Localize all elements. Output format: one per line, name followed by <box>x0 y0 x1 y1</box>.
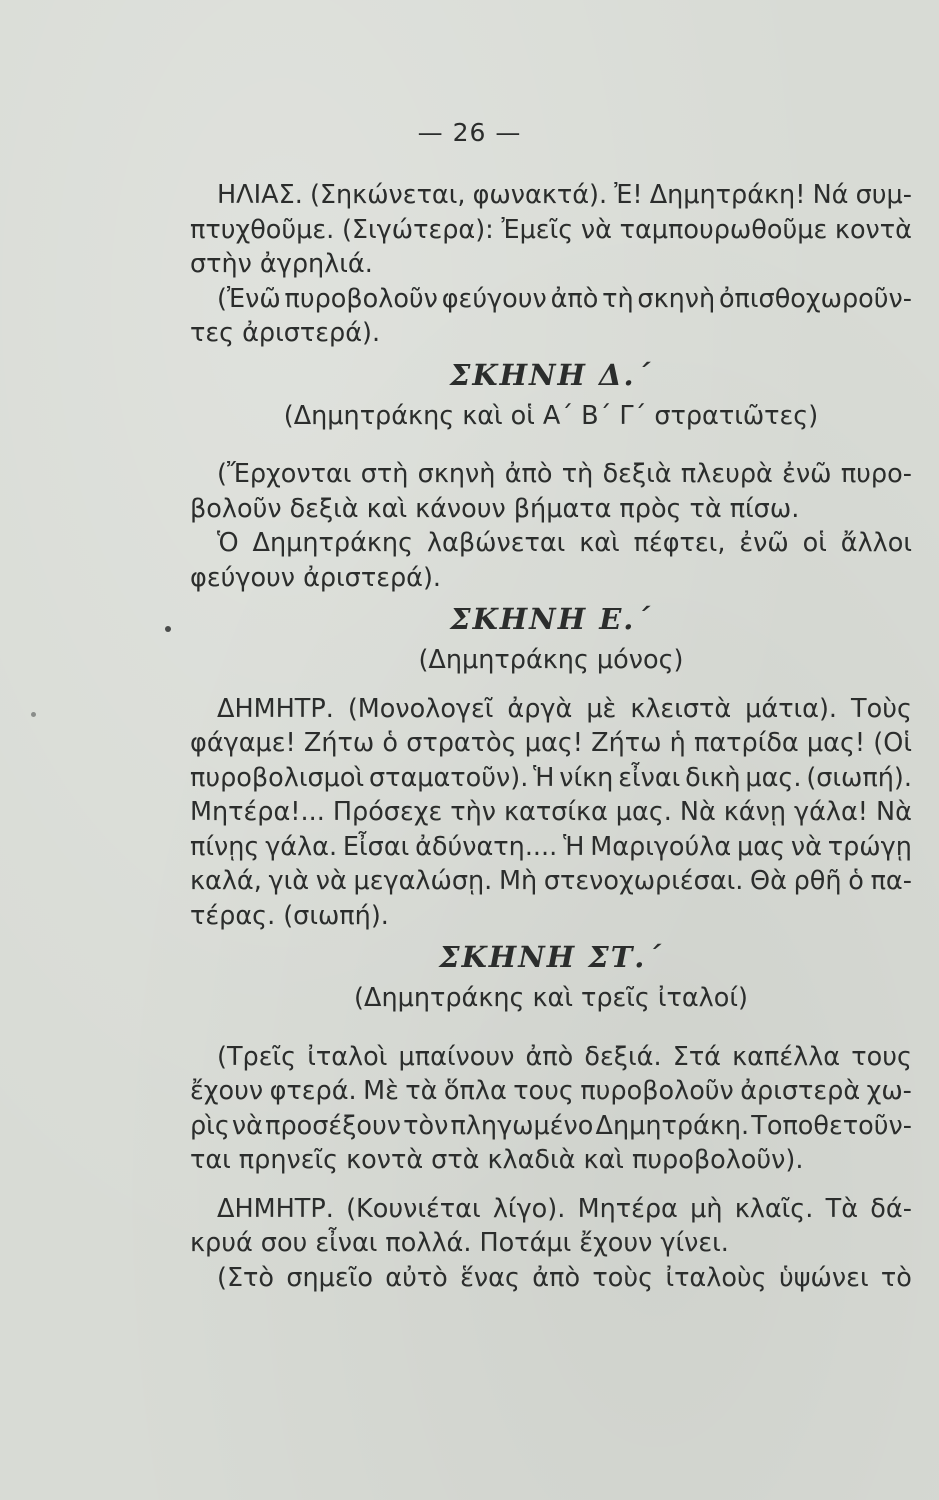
text-line: Ὁ Δημητράκης λαβώνεται καὶ πέφτει, ἐνῶ οἱ ἄλλοι <box>217 528 912 558</box>
scene-characters: (Δημητράκης καὶ οἱ Α΄ Β΄ Γ΄ στρατιῶτες) <box>283 400 819 431</box>
spacer <box>190 678 912 692</box>
page-text <box>190 178 912 1295</box>
scene-characters: (Δημητράκης καὶ τρεῖς ἰταλοί) <box>354 983 748 1013</box>
ink-speck <box>31 712 36 717</box>
ink-speck <box>165 626 171 632</box>
spacer <box>190 1016 912 1040</box>
text-line: βολοῦν δεξιὰ καὶ κάνουν βήματα πρὸς τὰ πίσω. <box>190 493 800 524</box>
text-line: ΔΗΜΗΤΡ. (Μονολογεῖ ἀργὰ μὲ κλειστὰ μάτια). Τοὺς <box>217 693 912 724</box>
scene-characters: (Δημητράκης μόνος) <box>418 645 684 675</box>
text-line: τες ἀριστερά). <box>190 318 381 348</box>
text-line: στὴν ἀγρηλιά. <box>190 249 373 279</box>
text-line: πτυχθοῦμε. (Σιγώτερα): Ἐμεῖς νὰ ταμπουρωθοῦμε κοντὰ <box>190 214 912 245</box>
scene-heading: ΣΚΗΝΗ Ε.΄ <box>450 602 652 636</box>
text-line: (Τρεῖς ἰταλοὶ μπαίνουν ἀπὸ δεξιά. Στά καπέλλα τους <box>217 1041 912 1072</box>
text-line: ρὶς νὰ προσέξουν τὸν πληγωμένο Δημητράκη. Τοποθετοῦν- <box>190 1110 912 1141</box>
text-line: ται πρηνεῖς κοντὰ στὰ κλαδιὰ καὶ πυροβολοῦν). <box>190 1145 804 1175</box>
text-line: καλά, γιὰ νὰ μεγαλώσῃ. Μὴ στενοχωριέσαι. Θὰ ρθῆ ὁ πα- <box>190 866 912 896</box>
scene-heading: ΣΚΗΝΗ ΣΤ.΄ <box>439 940 663 974</box>
text-line: (Ἐνῶ πυροβολοῦν φεύγουν ἀπὸ τὴ σκηνὴ ὀπισθοχωροῦν- <box>217 283 912 314</box>
text-line: (Στὸ σημεῖο αὐτὸ ἕνας ἀπὸ τοὺς ἰταλοὺς ὑψώνει τὸ <box>217 1262 912 1293</box>
spacer <box>190 433 912 457</box>
text-line: ΔΗΜΗΤΡ. (Κουνιέται λίγο). Μητέρα μὴ κλαῖς. Τὰ δά- <box>217 1193 912 1224</box>
text-line: ΗΛΙΑΣ. (Σηκώνεται, φωνακτά). Ἐ! Δημητράκη! Νά συμ- <box>217 180 912 210</box>
text-line: ἔχουν φτερά. Μὲ τὰ ὅπλα τους πυροβολοῦν ἀριστερὰ χω- <box>190 1076 912 1106</box>
text-line: τέρας. (σιωπή). <box>190 900 389 931</box>
text-line: φάγαμε! Ζήτω ὁ στρατὸς μας! Ζήτω ἡ πατρίδα μας! (Οἱ <box>190 728 912 758</box>
spacer <box>190 1178 912 1192</box>
scene-heading: ΣΚΗΝΗ Δ.΄ <box>449 357 653 392</box>
text-line: κρυά σου εἶναι πολλά. Ποτάμι ἔχουν γίνει. <box>190 1228 729 1258</box>
text-line: Μητέρα!... Πρόσεχε τὴν κατσίκα μας. Νὰ κάνῃ γάλα! Νὰ <box>190 797 912 827</box>
text-line: πίνῃς γάλα. Εἶσαι ἀδύνατη.... Ἡ Μαριγούλα μας νὰ τρώγῃ <box>190 831 912 862</box>
text-line: φεύγουν ἀριστερά). <box>190 562 442 593</box>
text-line: (Ἔρχονται στὴ σκηνὴ ἀπὸ τὴ δεξιὰ πλευρὰ ἐνῶ πυρο- <box>217 459 912 489</box>
page-number: — 26 — <box>417 118 522 147</box>
text-line: πυροβολισμοὶ σταματοῦν). Ἡ νίκη εἶναι δικὴ μας. (σιωπή). <box>190 762 912 793</box>
